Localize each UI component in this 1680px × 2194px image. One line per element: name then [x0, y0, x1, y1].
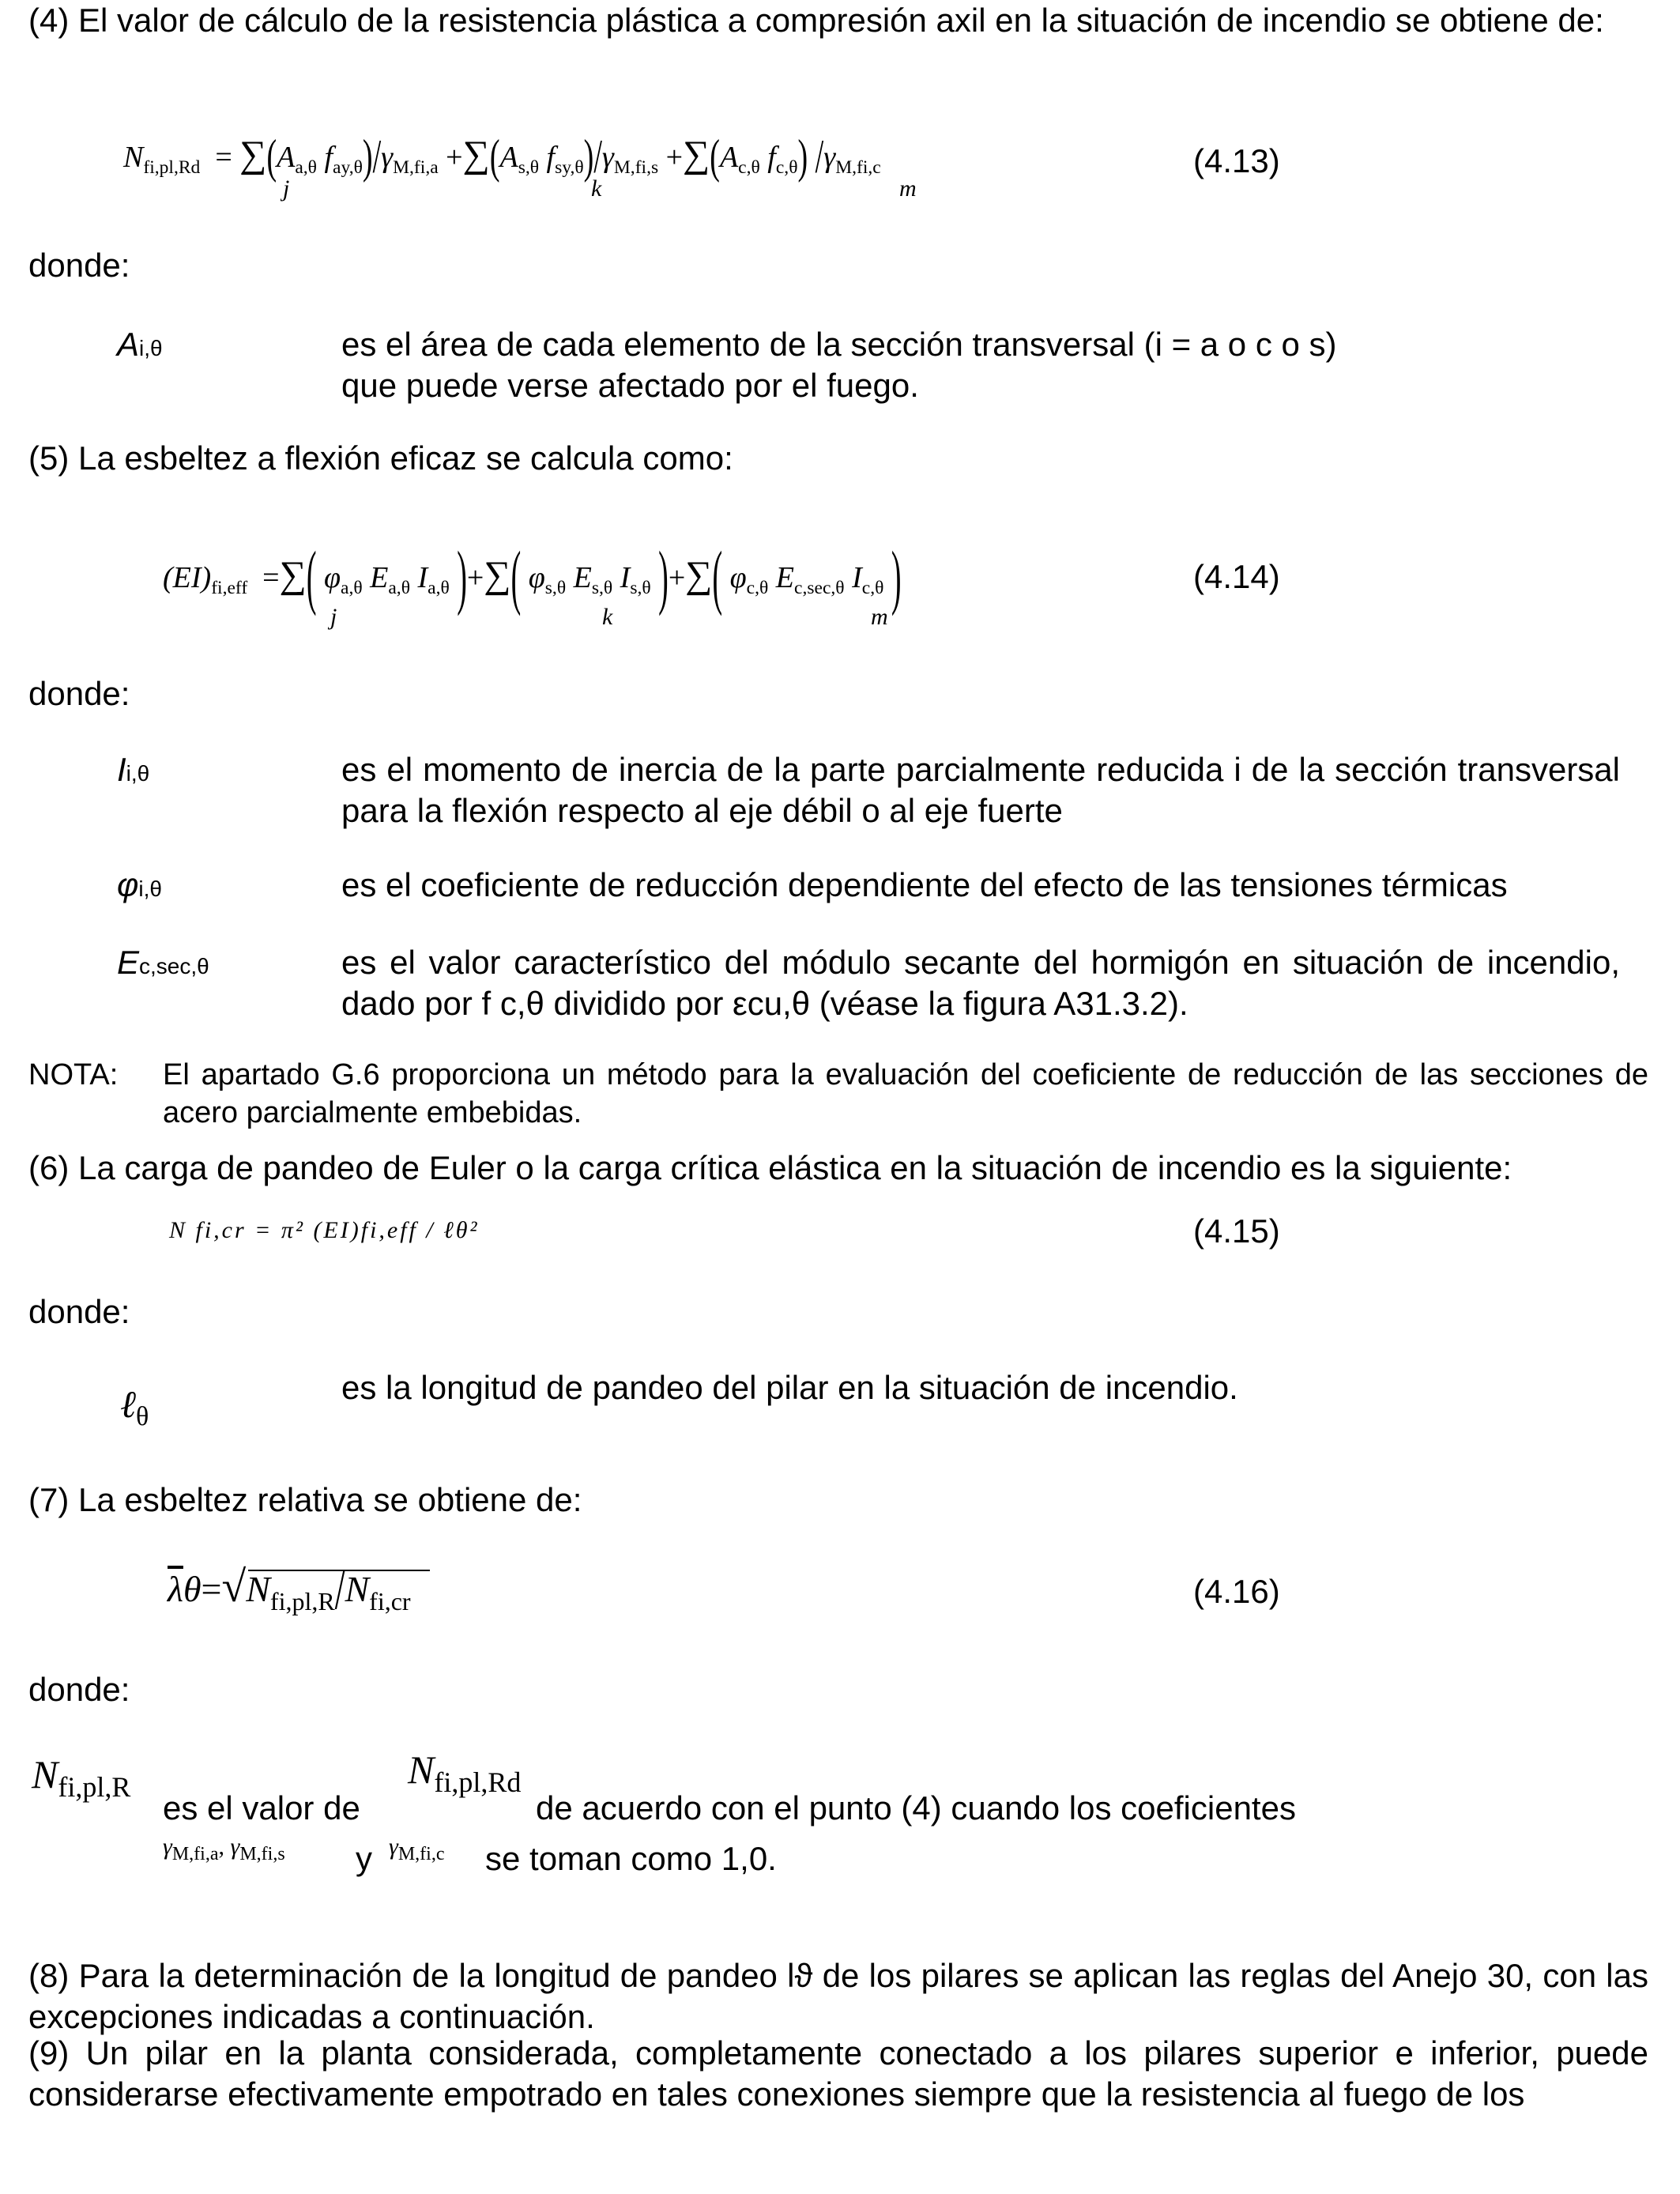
symbol-n: $N_{fi,pl,R}$ [32, 1752, 131, 1803]
equation-4-16: $\overline{\lambda}\theta=√N_{fi,pl,R}/N_{fi,cr}$ [168, 1556, 411, 1622]
paragraph-8: (8) Para la determinación de la longitud de pandeo lϑ de los pilares se aplican las reglas del Anejo 30, con las excepciones indicadas a continuación. [28, 1957, 1648, 2035]
definition-phi: es el coeficiente de reducción dependiente del efecto de las tensiones térmicas [341, 866, 1508, 903]
gamma-coefficients: $\gamma_{M,fi,a}$, $\gamma_{M,fi,s}$ [163, 1834, 285, 1865]
donde-label: donde: [28, 1671, 130, 1708]
definition-n-part3: se toman como 1,0. [485, 1840, 777, 1877]
symbol-l: ℓ$_\theta$ [120, 1384, 149, 1432]
index-m: m [871, 604, 888, 630]
note-text: El apartado G.6 proporciona un método para la evaluación del coeficiente de reducción de las secciones de acero parcialmente embebidas. [163, 1058, 1648, 1129]
definition-n-y: y [356, 1840, 372, 1877]
definition-e: es el valor característico del módulo secante del hormigón en situación de incendio, dado por f c,θ dividido por εcu,θ (véase la figura A31.3.2). [341, 944, 1620, 1022]
equation-4-13: $N_{fi,pl,Rd} = \sum(A_{a,\theta}$ $f_{ay,\theta})/\gamma_{M,fi,a} +\sum(A_{s,\theta}$ $f_{sy,\theta})/\gamma_{M,fi,s} +\sum(A_{c,\theta}$ $f_{c,\theta}$) $/\gamma_{M,fi,c}$ [123, 130, 881, 184]
sqrt-bar [248, 1570, 430, 1571]
equation-4-15: N fi,cr = π² (EI)fi,eff / ℓθ² [169, 1217, 480, 1243]
equation-number: (4.16) [1193, 1573, 1280, 1610]
donde-label: donde: [28, 675, 130, 712]
paragraph-6: (6) La carga de pandeo de Euler o la carga crítica elástica en la situación de incendio es la siguiente: [28, 1149, 1512, 1186]
index-j: j [330, 604, 337, 630]
definition-a: es el área de cada elemento de la sección transversal (i = a o c o s) que puede verse afectado por el fuego. [341, 326, 1337, 404]
symbol-phi: φi,θ [117, 866, 162, 903]
symbol-n-ref: $N_{fi,pl,Rd}$ [408, 1747, 522, 1798]
equation-number: (4.15) [1193, 1212, 1280, 1250]
paragraph-5: (5) La esbeltez a flexión eficaz se calcula como: [28, 439, 733, 477]
definition-l: es la longitud de pandeo del pilar en la situación de incendio. [341, 1369, 1238, 1406]
symbol-a: Ai,θ [117, 326, 163, 363]
index-m: m [899, 175, 917, 202]
definition-n-part1: es el valor de [163, 1789, 360, 1826]
definition-i: es el momento de inercia de la parte parcialmente reducida i de la sección transversal para la flexión respecto al eje débil o al eje fuerte [341, 751, 1620, 829]
index-j: j [283, 175, 290, 202]
index-k: k [591, 175, 602, 202]
equation-number: (4.14) [1193, 558, 1280, 595]
note-label: NOTA: [28, 1058, 119, 1091]
gamma-fi-c: $\gamma_{M,fi,c}$ [389, 1834, 445, 1865]
paragraph-7: (7) La esbeltez relativa se obtiene de: [28, 1481, 582, 1518]
donde-label: donde: [28, 1293, 130, 1330]
paragraph-4: (4) El valor de cálculo de la resistencia plástica a compresión axil en la situación de incendio se obtiene de: [28, 2, 1604, 39]
symbol-e: Ec,sec,θ [117, 944, 209, 981]
equation-4-14: $(EI)_{fi,eff}$ =∑( $\varphi_{a,\theta}$ $E_{a,\theta}$ $I_{a,\theta}$ )+∑( $\varphi_{s,\theta}$ $E_{s,\theta}$ $I_{s,\theta}$ )+∑( $\varphi_{c,\theta}$ $E_{c,sec,\theta}$ $I_{c,\theta}$ ) [163, 537, 902, 618]
donde-label: donde: [28, 247, 130, 284]
index-k: k [602, 604, 613, 630]
equation-number: (4.13) [1193, 142, 1280, 179]
symbol-i: Ii,θ [117, 751, 150, 788]
definition-n-part2: de acuerdo con el punto (4) cuando los coeficientes [536, 1789, 1296, 1826]
paragraph-9: (9) Un pilar en la planta considerada, completamente conectado a los pilares superior e inferior, puede considerarse efectivamente empotrado en tales conexiones siempre que la resistencia al fuego de los [28, 2034, 1648, 2113]
